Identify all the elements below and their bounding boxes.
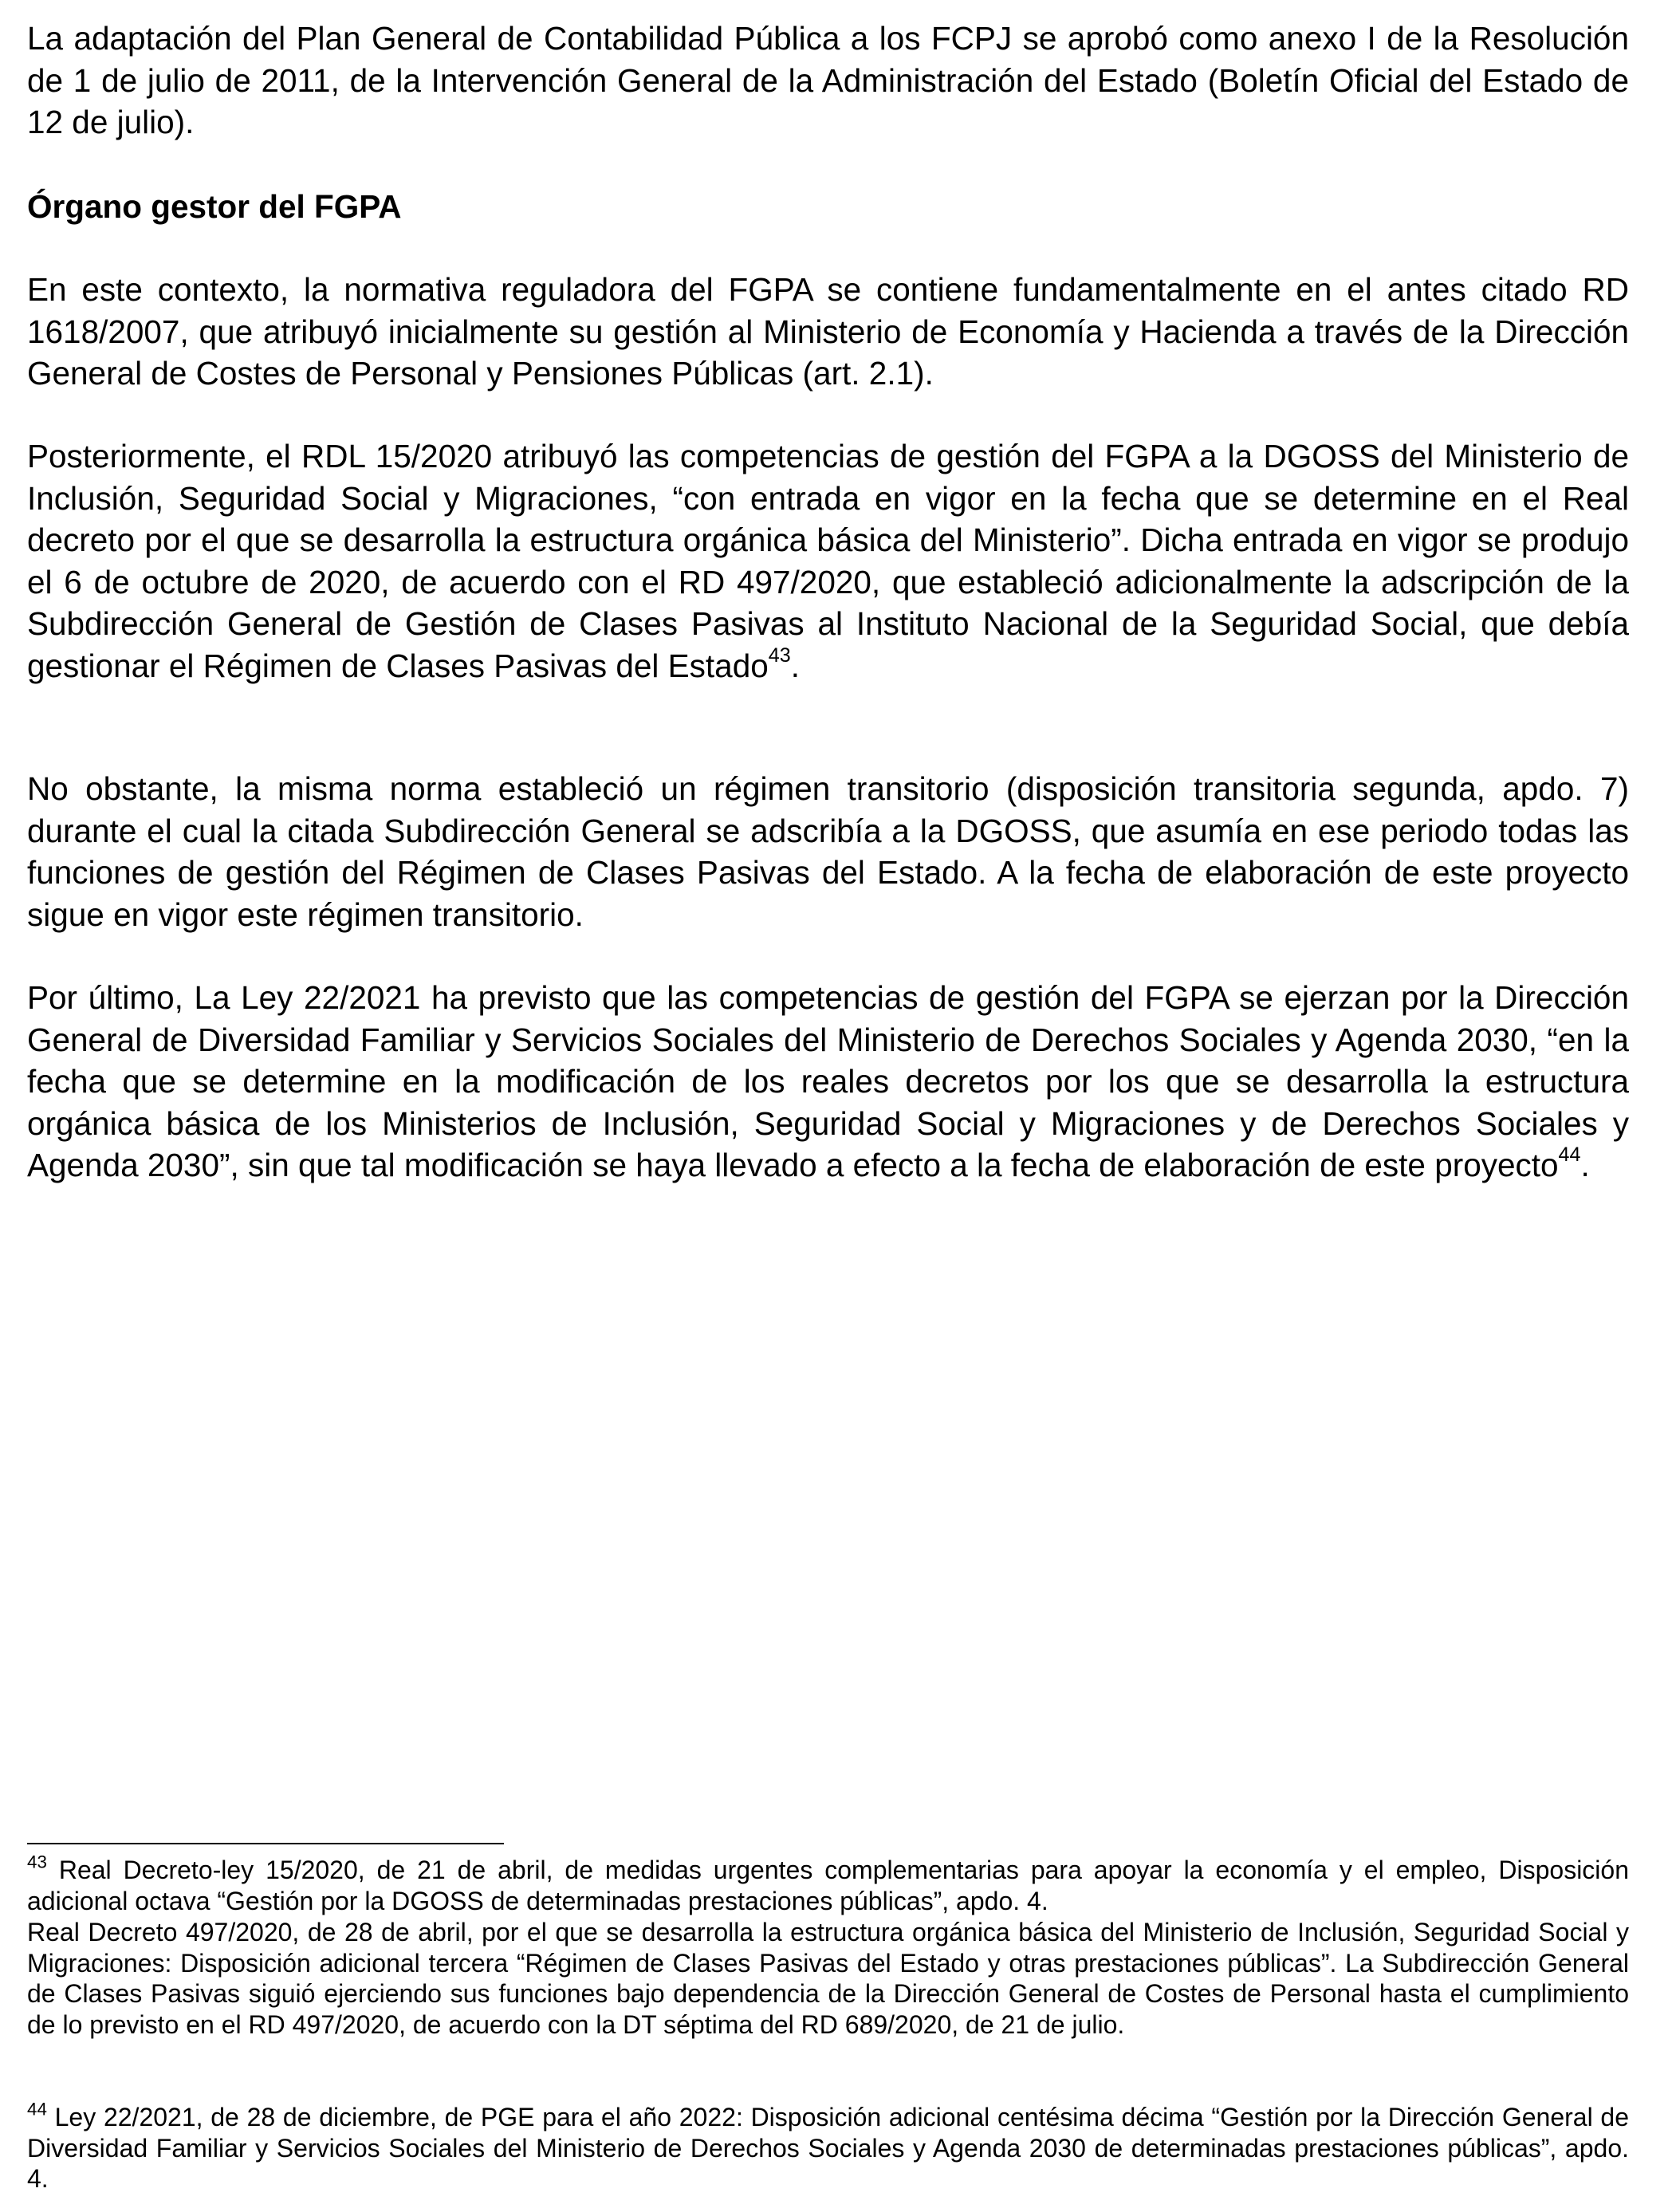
paragraph-text: No obstante, la misma norma estableció un régimen transitorio (disposición transitoria segunda, apdo. 7) durante el cual la citada Subdirección General se adscribía a la DGOSS, que asumía en ese periodo todas las funciones de gestión del Régimen de Clases Pasivas del Estado. A la fecha de elaboración de este proyecto sigue en vigor este régimen transitorio. [27, 770, 1629, 933]
paragraph-pgcp-adaptation: La adaptación del Plan General de Contabilidad Pública a los FCPJ se aprobó como anexo I de la Resolución de 1 de julio de 2011, de la Intervención General de la Administración del Estado (Boletín Oficial del Estado de 12 de julio). [27, 20, 1629, 140]
paragraph-text: Posteriormente, el RDL 15/2020 atribuyó las competencias de gestión del FGPA a la DGOSS del Ministerio de Inclusión, Seguridad Social y Migraciones, “con entrada en vigor en la fecha que se determine en el Real decreto por el que se desarrolla la estructura orgánica básica del Ministerio”. Dicha entrada en vigor se produjo el 6 de octubre de 2020, de acuerdo con el RD 497/2020, que estableció adicionalmente la adscripción de la Subdirección General de Gestión de Clases Pasivas al Instituto Nacional de la Seguridad Social, que debía gestionar el Régimen de Clases Pasivas del Estado [27, 438, 1629, 684]
footnote-separator [27, 1843, 504, 1844]
footnote-44 [27, 2099, 1629, 2194]
paragraph-text: En este contexto, la normativa reguladora del FGPA se contiene fundamentalmente en el antes citado RD 1618/2007, que atribuyó inicialmente su gestión al Ministerio de Economía y Hacienda a través de la Dirección General de Costes de Personal y Pensiones Públicas (art. 2.1). [27, 271, 1629, 392]
footnote-ref-44[interactable]: 44 [1558, 1143, 1581, 1167]
paragraph-end: . [1580, 1147, 1590, 1183]
footnote-43-continuation: Real Decreto 497/2020, de 28 de abril, por el que se desarrolla la estructura orgánica básica del Ministerio de Inclusión, Seguridad Social y Migraciones: Disposición adicional tercera “Régimen de Clases Pasivas del Estado y otras prestaciones públicas”. La Subdirección General de Clases Pasivas siguió ejerciendo sus funciones bajo dependencia de la Dirección General de Costes de Personal hasta el cumplimiento de lo previsto en el RD 497/2020, de acuerdo con la DT séptima del RD 689/2020, de 21 de julio. [27, 1918, 1629, 2040]
footnote-text: Real Decreto-ley 15/2020, de 21 de abril, de medidas urgentes complementarias para apoyar la economía y el empleo, Disposición adicional octava “Gestión por la DGOSS de determinadas prestaciones públicas”, apdo. 4. [27, 1856, 1629, 1915]
paragraph-transitional-regime [27, 768, 1629, 935]
paragraph-initial-management [27, 269, 1629, 395]
footnote-number-43: 43 [27, 1852, 47, 1872]
paragraph-text: Por último, La Ley 22/2021 ha previsto que las competencias de gestión del FGPA se ejerzan por la Dirección General de Diversidad Familiar y Servicios Sociales del Ministerio de Derechos Sociales y Agenda 2030, “en la fecha que se determine en la modificación de los reales decretos por los que se desarrolla la estructura orgánica básica de los Ministerios de Inclusión, Seguridad Social y Migraciones y de Derechos Sociales y Agenda 2030”, sin que tal modificación se haya llevado a efecto a la fecha de elaboración de este proyecto [27, 979, 1629, 1183]
footnote-ref-43[interactable]: 43 [768, 644, 791, 667]
footnote-number-44: 44 [27, 2099, 47, 2120]
footnote-text: Ley 22/2021, de 28 de diciembre, de PGE para el año 2022: Disposición adicional centésima décima “Gestión por la Dirección General de Diversidad Familiar y Servicios Sociales del Ministerio de Derechos Sociales y Agenda 2030 de determinadas prestaciones públicas”, apdo. 4. [27, 2103, 1629, 2194]
footnote-43 [27, 1852, 1629, 1916]
paragraph-end: . [790, 647, 800, 684]
section-heading: Órgano gestor del FGPA [27, 188, 402, 225]
paragraph-ley-22-2021 [27, 977, 1629, 1187]
paragraph-rdl-15-2020 [27, 435, 1629, 687]
